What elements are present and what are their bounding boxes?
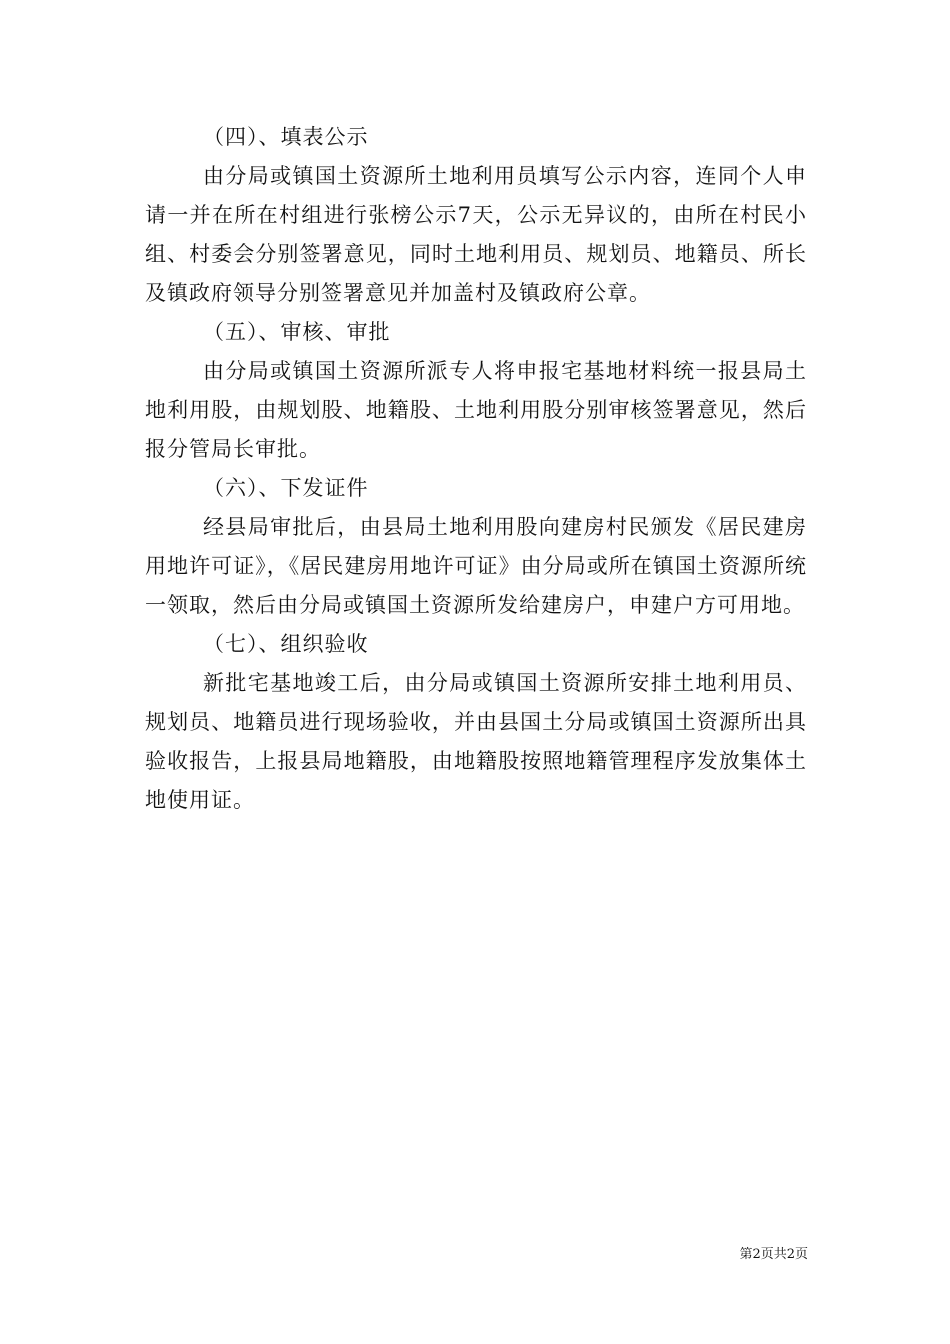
section-paragraph: 经县局审批后，由县局土地利用股向建房村民颁发《居民建房用地许可证》，《居民建房用地许可证》由分局或所在镇国土资源所统一领取，然后由分局或镇国土资源所发给建房户，申建户方可用地。 [145,515,807,617]
section-paragraph: 由分局或镇国土资源所土地利用员填写公示内容，连同个人申请一并在所在村组进行张榜公示7天，公示无异议的，由所在村民小组、村委会分别签署意见，同时土地利用员、规划员、地籍员、所长及镇政府领导分别签署意见并加盖村及镇政府公章。 [145,164,807,305]
document-body [145,118,807,820]
section-6 [145,469,807,625]
section-paragraph: 新批宅基地竣工后，由分局或镇国土资源所安排土地利用员、规划员、地籍员进行现场验收，并由县国土分局或镇国土资源所出具验收报告，上报县局地籍股，由地籍股按照地籍管理程序发放集体土地使用证。 [145,671,807,812]
section-heading: （五）、审核、审批 [203,320,391,344]
section-5 [145,313,807,469]
section-heading: （六）、下发证件 [203,476,369,500]
section-heading: （四）、填表公示 [203,125,369,149]
section-heading: （七）、组织验收 [203,632,369,656]
page-number-footer: 第2页共2页 [739,1247,808,1262]
section-4 [145,118,807,313]
section-7 [145,625,807,820]
section-paragraph: 由分局或镇国土资源所派专人将申报宅基地材料统一报县局土地利用股，由规划股、地籍股、土地利用股分别审核签署意见，然后报分管局长审批。 [145,359,807,461]
